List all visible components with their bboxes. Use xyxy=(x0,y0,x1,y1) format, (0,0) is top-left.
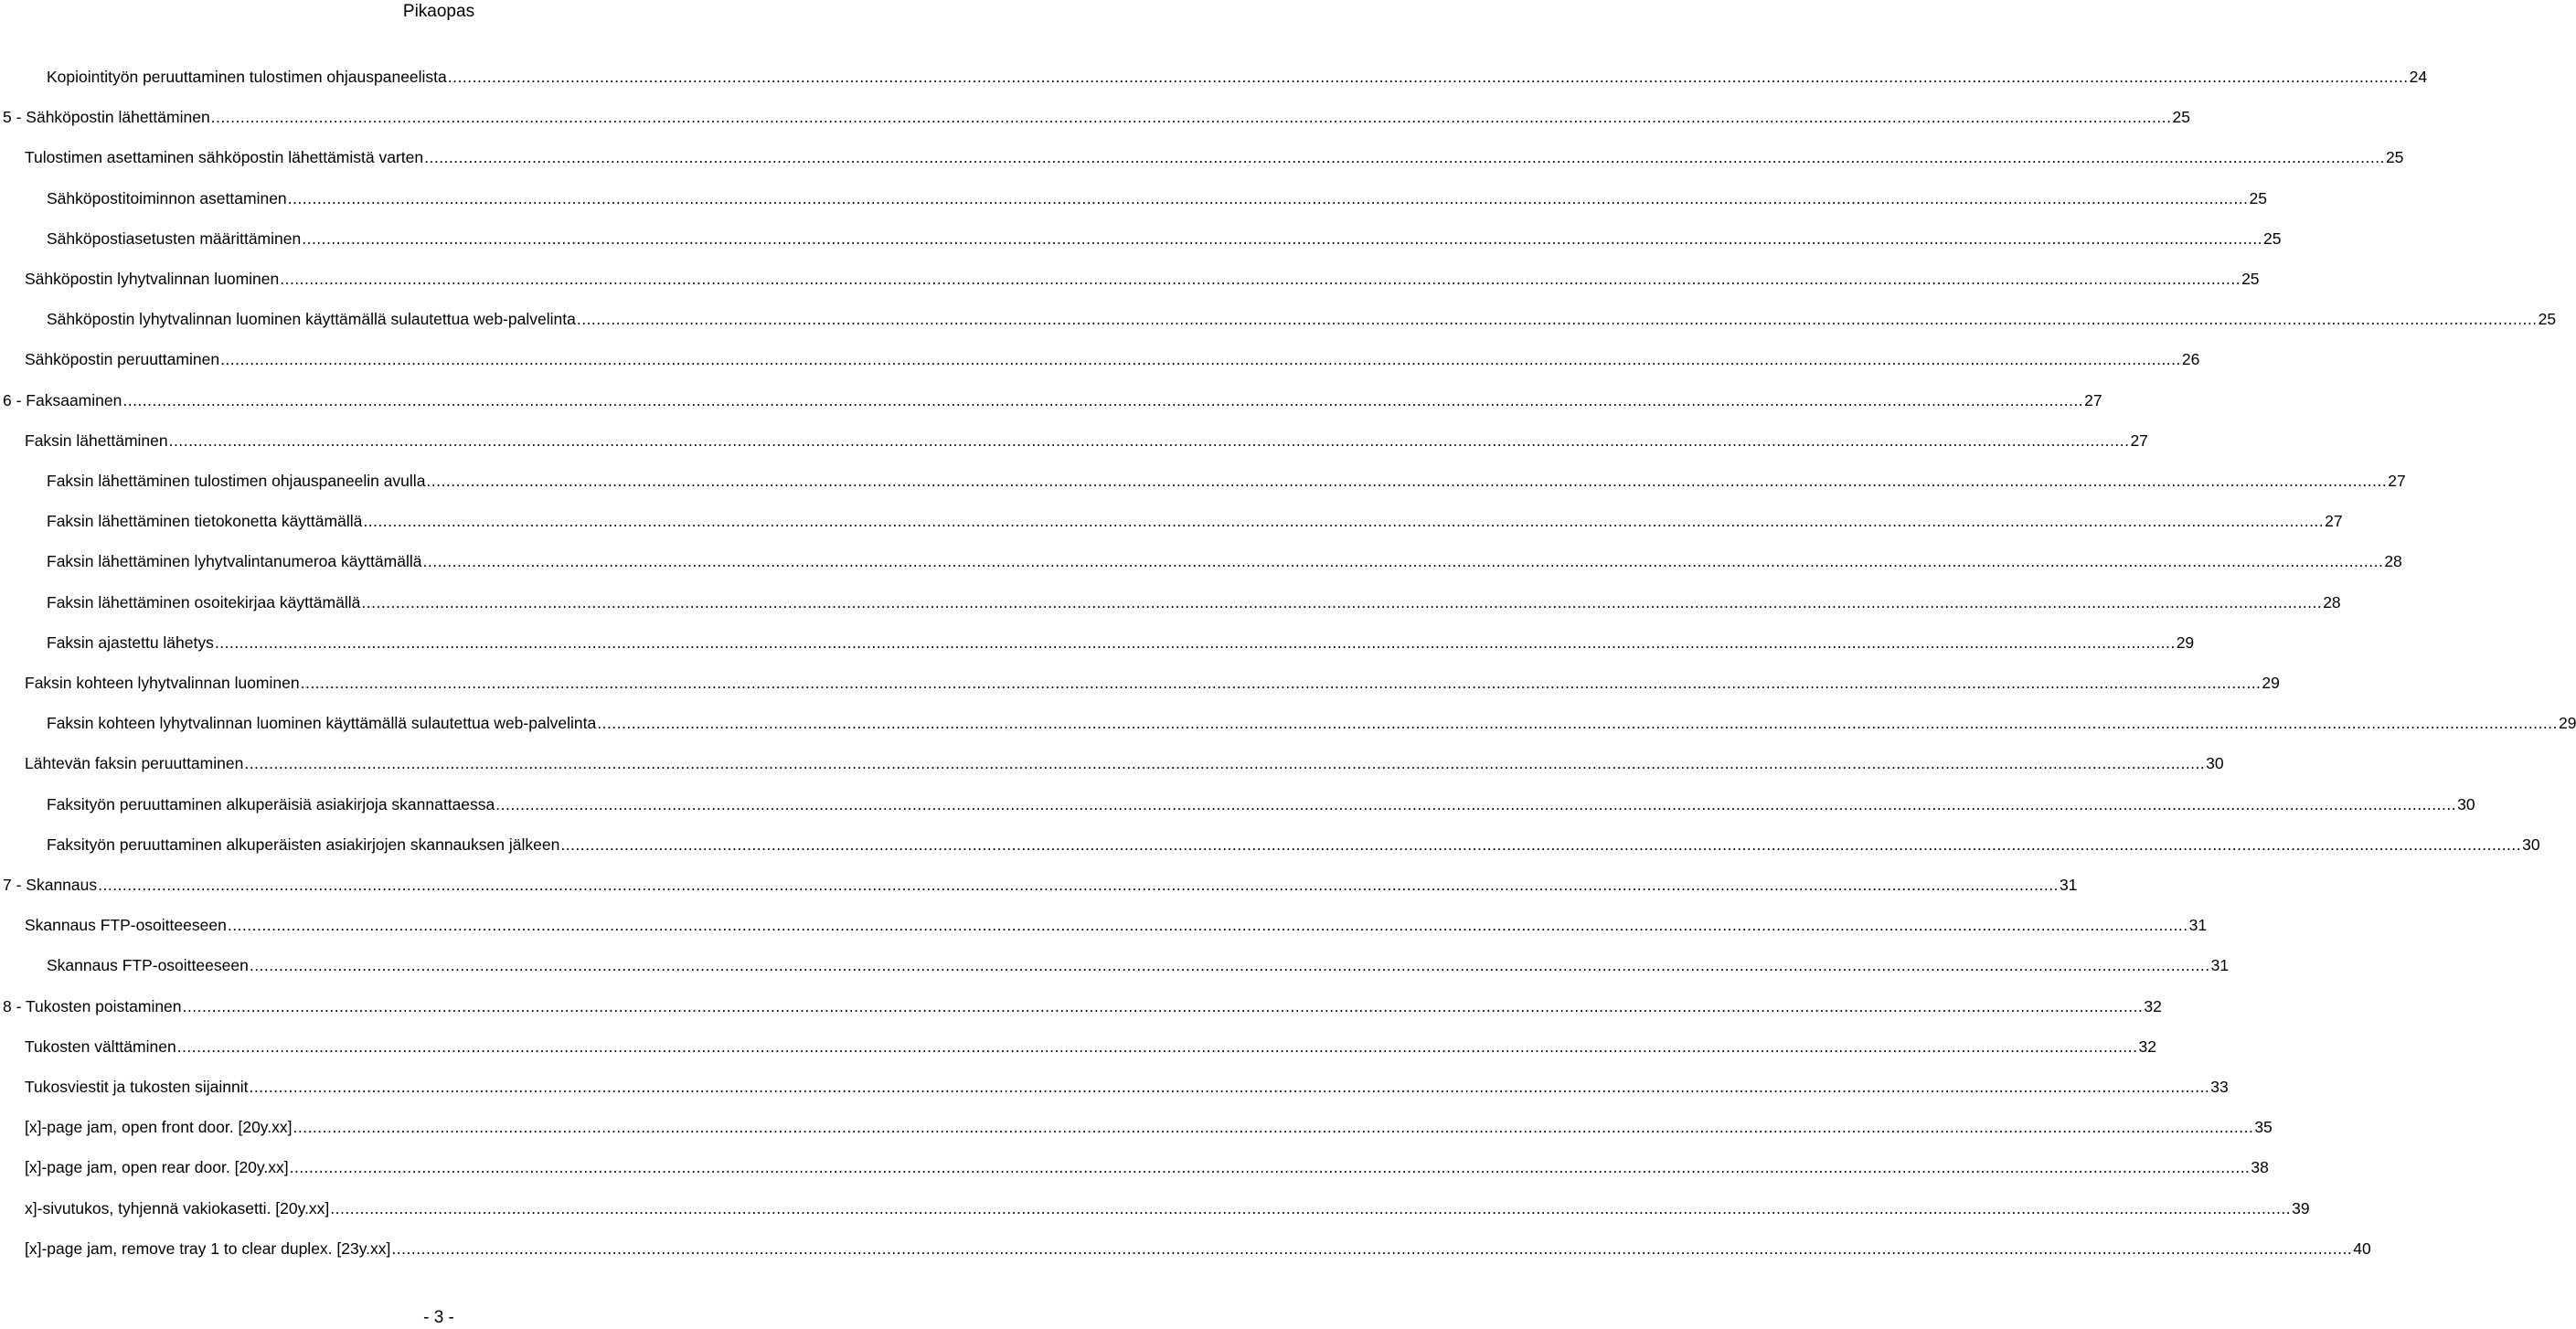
toc-entry[interactable] xyxy=(47,824,2540,865)
toc-dot-leader: ................................................................................................................................................................................................................................................................................................................................................................................................................ xyxy=(280,270,2241,288)
toc-entry-page: 31 xyxy=(2188,916,2208,934)
toc-entry[interactable] xyxy=(25,1228,2371,1269)
toc-entry-title: Tulostimen asettaminen sähköpostin lähettämistä varten xyxy=(25,137,424,177)
toc-entry[interactable] xyxy=(47,784,2475,824)
toc-entry-page: 31 xyxy=(2059,876,2078,894)
toc-entry[interactable] xyxy=(3,97,2190,137)
toc-entry-page: 32 xyxy=(2144,997,2162,1015)
toc-entry[interactable] xyxy=(47,945,2230,985)
toc-entry-title: Tukosten välttäminen xyxy=(25,1026,177,1067)
toc-dot-leader: ................................................................................................................................................................................................................................................................................................................................................................................................................ xyxy=(293,1118,2254,1136)
toc-entry-title: Faksin lähettäminen osoitekirjaa käyttämällä xyxy=(47,582,361,622)
toc-entry[interactable] xyxy=(25,1147,2269,1187)
toc-entry[interactable] xyxy=(3,380,2102,420)
toc-dot-leader: ................................................................................................................................................................................................................................................................................................................................................................................................................ xyxy=(361,593,2323,611)
toc-entry-title: Sähköpostin lyhytvalinnan luominen xyxy=(25,259,280,299)
toc-dot-leader: ................................................................................................................................................................................................................................................................................................................................................................................................................ xyxy=(302,229,2263,248)
toc-entry[interactable] xyxy=(3,986,2162,1026)
toc-dot-leader: ................................................................................................................................................................................................................................................................................................................................................................................................................ xyxy=(210,108,2172,126)
page-number: - 3 - xyxy=(423,1308,454,1327)
toc-dot-leader: ................................................................................................................................................................................................................................................................................................................................................................................................................ xyxy=(422,552,2384,570)
toc-entry-title: Faksin lähettäminen tietokonetta käyttämällä xyxy=(47,501,363,541)
toc-entry-title: Skannaus FTP-osoitteeseen xyxy=(25,905,228,945)
toc-entry-page: 29 xyxy=(2559,714,2576,732)
toc-dot-leader: ................................................................................................................................................................................................................................................................................................................................................................................................................ xyxy=(426,472,2388,490)
toc-entry-page: 27 xyxy=(2130,431,2148,450)
toc-entry-page: 25 xyxy=(2249,189,2267,207)
toc-entry-page: 25 xyxy=(2385,148,2404,166)
toc-entry-title: Sähköpostin lyhytvalinnan luominen käyttämällä sulautettua web-palvelinta xyxy=(47,299,577,339)
toc-entry-title: [x]-page jam, open front door. [20y.xx] xyxy=(25,1107,293,1147)
toc-entry[interactable] xyxy=(25,339,2200,379)
toc-dot-leader: ................................................................................................................................................................................................................................................................................................................................................................................................................ xyxy=(220,350,2181,368)
toc-entry-title: Lähtevän faksin peruuttaminen xyxy=(25,743,244,783)
toc-entry[interactable] xyxy=(47,582,2341,622)
toc-entry-page: 33 xyxy=(2210,1078,2229,1096)
toc-dot-leader: ................................................................................................................................................................................................................................................................................................................................................................................................................ xyxy=(244,754,2206,772)
toc-dot-leader: ................................................................................................................................................................................................................................................................................................................................................................................................................ xyxy=(249,956,2210,974)
page-footer xyxy=(0,1307,878,1329)
toc-entry-page: 25 xyxy=(2172,108,2190,126)
toc-dot-leader: ................................................................................................................................................................................................................................................................................................................................................................................................................ xyxy=(98,876,2059,894)
toc-entry[interactable] xyxy=(47,461,2406,501)
toc-entry-title: Faksin lähettäminen lyhytvalintanumeroa käyttämällä xyxy=(47,541,422,581)
toc-entry[interactable] xyxy=(47,501,2343,541)
toc-entry-page: 26 xyxy=(2181,350,2200,368)
toc-dot-leader: ................................................................................................................................................................................................................................................................................................................................................................................................................ xyxy=(287,189,2249,207)
toc-entry-page: 32 xyxy=(2138,1037,2156,1056)
toc-entry[interactable] xyxy=(47,703,2576,743)
toc-entry-title: [x]-page jam, open rear door. [20y.xx] xyxy=(25,1147,290,1187)
toc-entry[interactable] xyxy=(47,622,2195,663)
toc-entry-title: 6 - Faksaaminen xyxy=(3,380,122,420)
toc-entry-page: 39 xyxy=(2292,1199,2310,1217)
toc-entry[interactable] xyxy=(47,541,2402,581)
toc-entry-title: Faksityön peruuttaminen alkuperäisten asiakirjojen skannauksen jälkeen xyxy=(47,824,560,865)
toc-entry[interactable] xyxy=(25,743,2224,783)
toc-entry-page: 25 xyxy=(2538,310,2557,328)
page-header xyxy=(0,1,878,23)
toc-entry-page: 25 xyxy=(2241,270,2260,288)
toc-dot-leader: ................................................................................................................................................................................................................................................................................................................................................................................................................ xyxy=(168,431,2130,450)
toc-entry-title: Faksin ajastettu lähetys xyxy=(47,622,215,663)
toc-dot-leader: ................................................................................................................................................................................................................................................................................................................................................................................................................ xyxy=(227,916,2188,934)
toc-entry-title: Tukosviestit ja tukosten sijainnit xyxy=(25,1067,249,1107)
toc-dot-leader: ................................................................................................................................................................................................................................................................................................................................................................................................................ xyxy=(597,714,2559,732)
toc-entry[interactable] xyxy=(25,905,2208,945)
toc-entry-title: Faksin kohteen lyhytvalinnan luominen käyttämällä sulautettua web-palvelinta xyxy=(47,703,597,743)
toc-entry-page: 28 xyxy=(2384,552,2402,570)
toc-entry-page: 30 xyxy=(2457,795,2475,813)
toc-entry-page: 35 xyxy=(2254,1118,2273,1136)
toc-entry[interactable] xyxy=(3,865,2078,905)
toc-entry-title: Kopiointityön peruuttaminen tulostimen ohjauspaneelista xyxy=(47,57,448,97)
toc-entry[interactable] xyxy=(47,57,2428,97)
toc-entry-page: 38 xyxy=(2251,1158,2269,1176)
toc-entry-page: 28 xyxy=(2323,593,2341,611)
toc-entry-title: 8 - Tukosten poistaminen xyxy=(3,986,183,1026)
toc-entry-page: 27 xyxy=(2325,512,2343,530)
toc-entry-title: Sähköpostin peruuttaminen xyxy=(25,339,220,379)
toc-entry-title: Skannaus FTP-osoitteeseen xyxy=(47,945,250,985)
toc-entry-title: x]-sivutukos, tyhjennä vakiokasetti. [20y.xx] xyxy=(25,1188,330,1228)
toc-dot-leader: ................................................................................................................................................................................................................................................................................................................................................................................................................ xyxy=(176,1037,2138,1056)
toc-entry-page: 24 xyxy=(2409,68,2428,86)
toc-dot-leader: ................................................................................................................................................................................................................................................................................................................................................................................................................ xyxy=(363,512,2325,530)
toc-entry-title: Faksin lähettäminen xyxy=(25,420,169,461)
toc-dot-leader: ................................................................................................................................................................................................................................................................................................................................................................................................................ xyxy=(576,310,2538,328)
toc-dot-leader: ................................................................................................................................................................................................................................................................................................................................................................................................................ xyxy=(182,997,2144,1015)
toc-dot-leader: ................................................................................................................................................................................................................................................................................................................................................................................................................ xyxy=(122,391,2084,409)
toc-dot-leader: ................................................................................................................................................................................................................................................................................................................................................................................................................ xyxy=(560,835,2522,854)
toc-entry-page: 27 xyxy=(2388,472,2406,490)
toc-entry-page: 40 xyxy=(2353,1239,2371,1258)
toc-entry-page: 29 xyxy=(2262,674,2280,692)
toc-entry-page: 30 xyxy=(2522,835,2540,854)
toc-entry[interactable] xyxy=(25,663,2280,703)
toc-dot-leader: ................................................................................................................................................................................................................................................................................................................................................................................................................ xyxy=(289,1158,2251,1176)
toc-entry-title: Sähköpostiasetusten määrittäminen xyxy=(47,218,302,259)
toc-entry-page: 31 xyxy=(2210,956,2230,974)
toc-entry-title: Faksityön peruuttaminen alkuperäisiä asiakirjoja skannattaessa xyxy=(47,784,495,824)
toc-dot-leader: ................................................................................................................................................................................................................................................................................................................................................................................................................ xyxy=(495,795,2457,813)
toc-entry[interactable] xyxy=(25,1026,2156,1067)
toc-entry-title: 7 - Skannaus xyxy=(3,865,98,905)
toc-entry-page: 30 xyxy=(2206,754,2224,772)
toc-entry-title: Faksin kohteen lyhytvalinnan luominen xyxy=(25,663,301,703)
toc-dot-leader: ................................................................................................................................................................................................................................................................................................................................................................................................................ xyxy=(300,674,2262,692)
toc-dot-leader: ................................................................................................................................................................................................................................................................................................................................................................................................................ xyxy=(214,633,2176,652)
toc-entry[interactable] xyxy=(25,137,2404,177)
toc-entry-title: Sähköpostitoiminnon asettaminen xyxy=(47,178,288,218)
toc-entry-title: 5 - Sähköpostin lähettäminen xyxy=(3,97,211,137)
toc-dot-leader: ................................................................................................................................................................................................................................................................................................................................................................................................................ xyxy=(391,1239,2353,1258)
document-title: Pikaopas xyxy=(402,2,475,21)
toc-entry[interactable] xyxy=(47,299,2557,339)
toc-dot-leader: ................................................................................................................................................................................................................................................................................................................................................................................................................ xyxy=(447,68,2409,86)
toc-dot-leader: ................................................................................................................................................................................................................................................................................................................................................................................................................ xyxy=(249,1078,2210,1096)
toc-entry[interactable] xyxy=(25,1107,2273,1147)
toc-dot-leader: ................................................................................................................................................................................................................................................................................................................................................................................................................ xyxy=(424,148,2385,166)
toc-entry[interactable] xyxy=(47,218,2282,259)
toc-entry[interactable] xyxy=(25,1188,2310,1228)
toc-entry[interactable] xyxy=(25,1067,2229,1107)
toc-entry[interactable] xyxy=(47,178,2267,218)
toc-entry-title: [x]-page jam, remove tray 1 to clear duplex. [23y.xx] xyxy=(25,1228,391,1269)
toc-dot-leader: ................................................................................................................................................................................................................................................................................................................................................................................................................ xyxy=(330,1199,2292,1217)
toc-entry-page: 25 xyxy=(2263,229,2282,248)
toc-entry-title: Faksin lähettäminen tulostimen ohjauspaneelin avulla xyxy=(47,461,426,501)
toc-entry-page: 27 xyxy=(2084,391,2102,409)
toc-entry-page: 29 xyxy=(2176,633,2195,652)
toc-entry[interactable] xyxy=(25,259,2260,299)
toc-entry[interactable] xyxy=(25,420,2148,461)
